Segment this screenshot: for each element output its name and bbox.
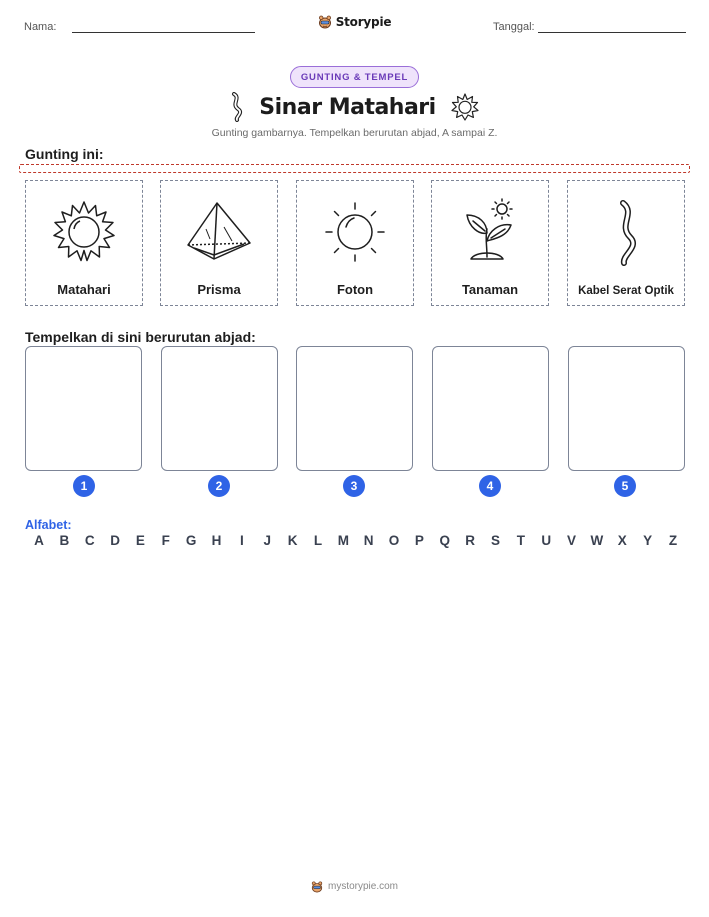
brand-name: Storypie xyxy=(335,14,392,29)
brand-logo xyxy=(0,14,709,29)
fiber-optic-cable-icon xyxy=(606,197,646,267)
card-label: Tanaman xyxy=(461,282,519,297)
alphabet-letter: J xyxy=(263,533,271,548)
alphabet-letter: I xyxy=(239,533,244,548)
plant-icon xyxy=(457,197,523,267)
alphabet-letter: F xyxy=(161,533,170,548)
date-label: Tanggal: xyxy=(493,21,535,33)
alphabet-letter: P xyxy=(414,533,424,548)
slot-number-badge: 5 xyxy=(614,475,636,497)
photon-icon xyxy=(322,199,388,265)
alphabet-letter: M xyxy=(337,533,349,548)
storypie-mascot-icon xyxy=(311,880,323,893)
alphabet-letter: R xyxy=(465,533,475,548)
name-line[interactable] xyxy=(72,32,255,33)
card-label: Matahari xyxy=(57,282,111,297)
cut-card-kabel-serat-optik[interactable] xyxy=(567,180,685,306)
footer xyxy=(0,880,709,893)
alphabet-letter: Q xyxy=(439,533,450,548)
sun-icon xyxy=(51,199,117,265)
title-row xyxy=(0,90,709,124)
alphabet-letter: H xyxy=(211,533,222,548)
alphabet-letter: S xyxy=(490,533,500,548)
name-label: Nama: xyxy=(24,21,57,33)
sun-small-icon xyxy=(450,92,480,122)
alphabet-letter: V xyxy=(567,533,577,548)
alphabet-letter: Y xyxy=(643,533,653,548)
alphabet-letter: D xyxy=(110,533,120,548)
cut-card-foton[interactable] xyxy=(296,180,414,306)
alphabet-letter: B xyxy=(59,533,70,548)
paste-section-label: Tempelkan di sini berurutan abjad: xyxy=(25,329,256,345)
cut-section-label: Gunting ini: xyxy=(25,146,104,162)
alphabet-letter: E xyxy=(135,533,145,548)
alphabet-letter: T xyxy=(516,533,525,548)
paste-slot-5[interactable] xyxy=(568,346,685,471)
card-label: Kabel Serat Optik xyxy=(578,285,674,297)
date-line[interactable] xyxy=(538,32,686,33)
alphabet-letter: K xyxy=(287,533,298,548)
slot-number-badge: 3 xyxy=(343,475,365,497)
paste-slot-1[interactable] xyxy=(25,346,142,471)
card-label: Foton xyxy=(336,282,374,297)
footer-url[interactable]: mystorypie.com xyxy=(327,881,398,892)
alphabet-letter: X xyxy=(617,533,627,548)
slot-number-badge: 1 xyxy=(73,475,95,497)
alphabet-letter: A xyxy=(34,533,44,548)
alphabet-letter: O xyxy=(388,533,400,548)
alphabet-letter: G xyxy=(185,533,197,548)
paste-slot-3[interactable] xyxy=(296,346,413,471)
fiber-squiggle-icon xyxy=(229,92,245,122)
slot-number-badge: 2 xyxy=(208,475,230,497)
paste-slot-4[interactable] xyxy=(432,346,549,471)
instructions: Gunting gambarnya. Tempelkan berurutan abjad, A sampai Z. xyxy=(211,127,498,139)
prism-icon xyxy=(184,199,254,265)
page-title: Sinar Matahari xyxy=(259,94,436,120)
cut-card-tanaman[interactable] xyxy=(431,180,549,306)
cut-card-prisma[interactable] xyxy=(160,180,278,306)
slot-number-badge: 4 xyxy=(479,475,501,497)
paste-slot-2[interactable] xyxy=(161,346,278,471)
alphabet-letter: L xyxy=(313,533,323,548)
alphabet-letter: W xyxy=(590,533,604,548)
cut-card-matahari[interactable] xyxy=(25,180,143,306)
storypie-mascot-icon xyxy=(318,14,332,29)
alphabet-letter: U xyxy=(541,533,552,548)
activity-badge: GUNTING & TEMPEL xyxy=(290,66,419,88)
alphabet-label: Alfabet: xyxy=(25,518,72,532)
card-label: Prisma xyxy=(197,282,241,297)
alphabet-letter: N xyxy=(363,533,374,548)
alphabet-row xyxy=(32,533,680,548)
alphabet-letter: Z xyxy=(668,533,678,548)
alphabet-letter: C xyxy=(84,533,95,548)
cut-line xyxy=(19,164,690,173)
